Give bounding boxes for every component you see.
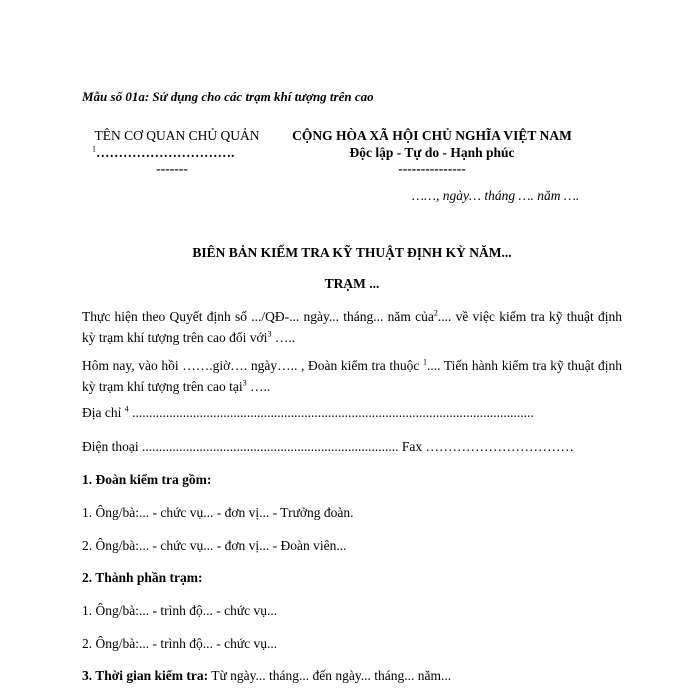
para2-footnote-3: 3 — [242, 378, 247, 388]
address-footnote-4: 4 — [124, 404, 129, 414]
fax-dots: …………………………… — [425, 439, 574, 454]
section-1-heading: 1. Đoàn kiểm tra gồm: — [82, 472, 212, 487]
section-2-heading: 2. Thành phần trạm: — [82, 570, 203, 585]
section-1-item: 1. Ông/bà:... - chức vụ... - đơn vị... - Trưởng đoàn. — [82, 505, 354, 520]
org-label: TÊN CƠ QUAN CHỦ QUẢN — [94, 128, 260, 143]
para2-text-a: Hôm nay, vào hồi …….giờ…. ngày….. , Đoàn kiểm tra thuộc — [82, 358, 424, 373]
document-title: BIÊN BẢN KIỂM TRA KỸ THUẬT ĐỊNH KỲ NĂM... — [192, 245, 512, 260]
section-3-heading: 3. Thời gian kiểm tra: — [82, 668, 209, 683]
address-line — [82, 405, 534, 421]
header-left-divider: ------- — [156, 161, 188, 176]
nation-title: CỘNG HÒA XÃ HỘI CHỦ NGHĨA VIỆT NAM — [292, 128, 572, 143]
org-dots: …………………………. — [96, 145, 235, 160]
phone-line — [82, 439, 574, 455]
phone-dots: ............................................................................ — [142, 439, 399, 454]
station-title: TRẠM ... — [324, 276, 380, 291]
paragraph-decision — [82, 306, 622, 348]
section-3-line — [82, 668, 451, 684]
address-label: Địa chỉ — [82, 405, 125, 420]
section-2-item: 2. Ông/bà:... - trình độ... - chức vụ... — [82, 636, 278, 651]
para1-text-c: ….. — [271, 330, 296, 345]
fax-label: Fax — [398, 439, 426, 454]
nation-motto: Độc lập - Tự do - Hạnh phúc — [349, 145, 515, 160]
phone-label: Điện thoại — [82, 439, 142, 454]
para1-text-b: .... về việc kiểm tra kỹ thuật định kỳ trạm khí tượng trên cao đối với — [82, 309, 622, 345]
para1-footnote-2: 2 — [433, 308, 438, 318]
section-1-item: 2. Ông/bà:... - chức vụ... - đơn vị... - Đoàn viên... — [82, 538, 347, 553]
org-dots-line — [92, 145, 234, 161]
address-dots: ....................................................................................................................... — [128, 405, 534, 420]
section-2-item: 1. Ông/bà:... - trình độ... - chức vụ... — [82, 603, 278, 618]
header-right-divider: --------------- — [398, 161, 466, 176]
para1-text-a: Thực hiện theo Quyết định số .../QĐ-... ngày... tháng... năm của — [82, 309, 434, 324]
section-3-text: Từ ngày... tháng... đến ngày... tháng... năm... — [208, 668, 452, 683]
paragraph-inspection-time — [82, 355, 622, 397]
org-footnote-ref: 1 — [92, 144, 96, 154]
header-left — [82, 128, 272, 144]
para2-footnote-1: 1 — [423, 357, 428, 367]
para2-text-b: .... Tiến hành kiểm tra kỹ thuật định kỳ trạm khí tượng trên cao tại — [82, 358, 622, 394]
form-note: Mẫu số 01a: Sử dụng cho các trạm khí tượng trên cao — [82, 89, 374, 104]
para1-footnote-3: 3 — [267, 329, 272, 339]
date-line: ……, ngày… tháng …. năm …. — [412, 188, 580, 203]
para2-text-c: ….. — [246, 379, 271, 394]
